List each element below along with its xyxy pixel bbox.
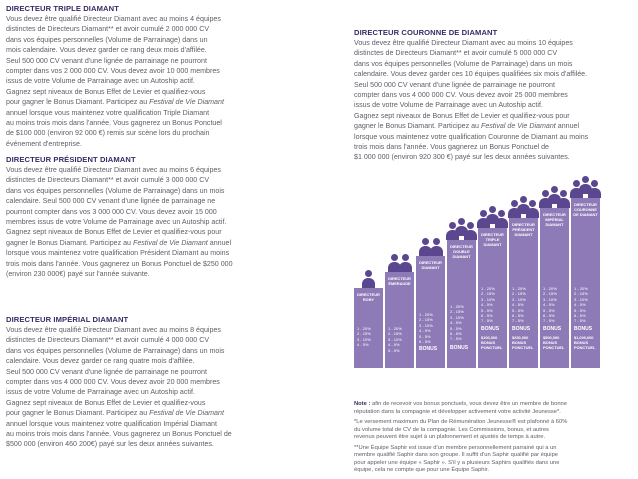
level-item: 3 - 10% xyxy=(481,296,495,302)
section-president-diamant xyxy=(6,155,233,279)
body-line: gagner le Bonus Diamant. Participez au Festival de Vie Diamant annuel xyxy=(354,122,580,131)
level-item: 4 - 5% xyxy=(419,328,431,334)
body-line: Seul 500 000 CV venant d'une lignée de parrainage ne pourront xyxy=(6,367,207,376)
member-icons xyxy=(354,262,383,290)
body-line: Gagnez sept niveaux de Bonus Effet de Levier et qualifiez-vous pour xyxy=(6,228,222,237)
section-imperial-diamant xyxy=(6,315,232,450)
body-line: dans vos équipes personnelles (Volume de Parrainage) dans un mois xyxy=(6,186,225,195)
level-item: 1 - 20% xyxy=(574,286,588,291)
rank-bonus: BONUS xyxy=(543,326,562,332)
level-item: 1 - 20% xyxy=(481,286,495,291)
rank-levels xyxy=(450,304,474,342)
body-line: distinctes de Directeurs Diamant** et avoir cumulé 2 000 000 CV xyxy=(6,25,210,34)
rank-bonus: BONUS xyxy=(512,326,531,332)
level-item: 5 - 5% xyxy=(388,347,400,353)
body-line: Seul 500 000 CV venant d'une lignée de parrainage ne pourront xyxy=(6,56,207,65)
level-item: 7 - 5% xyxy=(574,318,586,324)
body-line: Gagnez sept niveaux de Bonus Effet de Levier et qualifiez-vous xyxy=(6,398,206,407)
body-line: événement d'entreprise. xyxy=(6,139,82,148)
level-item: 1 - 20% xyxy=(388,326,402,331)
rank-levels xyxy=(388,326,412,353)
note-text: *Le versement maximum du Plan de Rémunération Jeunesse® est plafonné à 60% xyxy=(354,419,568,426)
section-title: DIRECTEUR TRIPLE DIAMANT xyxy=(6,4,119,13)
body-line: calendaire. Seul 500 000 CV venant d'une lignée de parrainage ne xyxy=(6,197,216,206)
festival-name: Festival de Vie Diamant xyxy=(480,122,556,131)
rank-name: DIRECTEUR ÉMERAUDE xyxy=(388,276,411,286)
level-item: 4 - 5% xyxy=(512,302,524,308)
level-item: 6 - 5% xyxy=(543,313,555,319)
rank-column xyxy=(540,208,569,368)
member-icons xyxy=(447,214,476,242)
note-text: **Une Équipe Saphir est issue d'un membre personnellement parrainé qui a un xyxy=(354,444,557,451)
body-line: lorsque vous maintenez votre qualification Couronne de Diamant au moins xyxy=(354,132,589,141)
level-item: 2 - 15% xyxy=(543,291,557,297)
body-line: compter dans vos 4 000 000 CV. Vous devez avoir 25 000 membres xyxy=(354,91,568,100)
body-line: annuel lorsque vous maintenez votre qualification Impérial Diamant xyxy=(6,419,217,428)
rank-column xyxy=(478,228,507,368)
bonus-label: BONUS PONCTUEL xyxy=(543,340,565,350)
note-text: membre qualifié Saphir dans son groupe. Il suffit d'un Saphir qualifié par équipe xyxy=(354,452,559,459)
body-line: mois calendaire. Vous devez garder ce rang deux mois d'affilée. xyxy=(6,46,207,55)
level-item: 2 - 15% xyxy=(512,291,526,297)
section-body xyxy=(6,165,233,279)
level-item: 3 - 10% xyxy=(512,296,526,302)
body-line: (environ 230 000€) payé sur l'année suivante. xyxy=(6,270,150,279)
member-icons xyxy=(478,202,507,230)
rank-name: DIRECTEUR ROBY xyxy=(357,292,380,302)
body-line: Gagnez sept niveaux de Bonus Effet de Levier et qualifiez-vous pour xyxy=(354,111,570,120)
body-line: issus de votre Volume de Parrainage avec un Autoship actif. xyxy=(354,101,543,110)
section-triple-diamant xyxy=(6,4,224,149)
section-couronne-diamant xyxy=(354,28,588,163)
level-item: 2 - 15% xyxy=(574,291,588,297)
level-item: 7 - 5% xyxy=(512,318,524,324)
body-line: de $100 000 (environ 92 000 €) remis sur scène lors du prochain xyxy=(6,129,210,138)
body-line: dans vos équipes personnelles (Volume de Parrainage) dans un mois xyxy=(6,346,225,355)
level-item: 5 - 5% xyxy=(450,325,462,331)
note-text: pour appeler une équipe « Saphir ». S'il y a plusieurs Saphirs qualifiés dans une xyxy=(354,459,560,466)
rank-levels xyxy=(481,286,505,324)
rank-column xyxy=(447,240,476,368)
level-item: 4 - 5% xyxy=(481,302,493,308)
level-item: 3 - 10% xyxy=(419,322,433,328)
level-item: 5 - 5% xyxy=(481,307,493,313)
body-line: lorsque vous maintenez votre qualification Président Diamant au moins xyxy=(6,249,230,258)
note-text: réputation dans la compagnie et développer activement votre activité Jeunesse*. xyxy=(354,408,561,415)
level-item: 5 - 5% xyxy=(419,333,431,339)
body-line: Vous devez être qualifié Directeur Diamant avec au moins 10 équipes xyxy=(354,39,573,47)
level-item: 1 - 20% xyxy=(450,304,464,309)
member-icons xyxy=(571,172,600,200)
body-line: trois mois dans l'année. Vous gagnerez un Bonus Ponctuel de xyxy=(354,143,549,152)
level-item: 2 - 15% xyxy=(388,331,402,337)
section-title: DIRECTEUR IMPÉRIAL DIAMANT xyxy=(6,315,129,324)
rank-name: DIRECTEUR DOUBLE DIAMANT xyxy=(450,244,473,259)
note-text: revenus peuvent être sujet à un plafonnement et ajustés de temps à autre. xyxy=(354,434,546,441)
level-item: 6 - 5% xyxy=(450,331,462,337)
level-item: 2 - 15% xyxy=(481,291,495,297)
body-line: distinctes de Directeurs Diamant** et avoir cumulé 4 000 000 CV xyxy=(6,336,210,345)
body-line: gagner le Bonus Diamant. Participez au Festival de Vie Diamant annuel xyxy=(6,238,232,247)
body-line: distinctes de Directeurs Diamant** et avoir cumulé 5 000 000 CV xyxy=(354,49,558,58)
body-line: Vous devez être qualifié Directeur Diamant avec au moins 8 équipes xyxy=(6,326,221,334)
bonus-label: BONUS PONCTUEL xyxy=(481,340,503,350)
body-line: $1 000 000 (environ 920 300 €) payé sur les deux années suivantes. xyxy=(354,153,570,162)
rank-levels xyxy=(543,286,567,324)
body-line: issus de votre Volume de Parrainage avec un Autoship actif. xyxy=(6,388,195,397)
bonus-amount: $100,000 xyxy=(481,335,498,340)
note-text: équipe, cela ne compte que pour une Équipe Saphir. xyxy=(354,467,490,474)
note-label: Note : xyxy=(354,401,371,407)
body-line: calendaire. Vous devez garder ces 10 équipes qualifiées six mois d'affilée. xyxy=(354,70,588,79)
note-equipe-saphir xyxy=(354,445,634,475)
level-item: 2 - 15% xyxy=(357,331,371,337)
body-line: membres issus de votre Volume de Parrainage avec un Autoship actif. xyxy=(6,218,227,227)
member-icons xyxy=(416,230,445,258)
level-item: 3 - 10% xyxy=(450,314,464,320)
member-icons xyxy=(509,192,538,220)
level-item: 7 - 5% xyxy=(481,318,493,324)
level-item: 5 - 5% xyxy=(574,307,586,313)
body-line: compter dans vos 4 000 000 CV. Vous devez avoir 20 000 membres xyxy=(6,378,220,387)
rank-name: DIRECTEUR TRIPLE DIAMANT xyxy=(481,232,504,247)
body-line: dans vos équipes personnelles (Volume de Parrainage) dans un xyxy=(6,35,208,44)
rank-column xyxy=(354,288,383,368)
rank-levels xyxy=(357,326,381,348)
body-line: distinctes de Directeurs Diamant** et avoir cumulé 3 000 000 CV xyxy=(6,176,210,185)
rank-name: DIRECTEUR COURONNE DE DIAMANT xyxy=(573,202,598,217)
rank-staircase xyxy=(354,198,632,368)
level-item: 6 - 5% xyxy=(512,313,524,319)
note-reputation xyxy=(354,401,634,416)
rank-name: DIRECTEUR IMPÉRIAL DIAMANT xyxy=(543,212,566,227)
festival-name: Festival de Vie Diamant xyxy=(132,238,208,247)
bonus-amount: $500,000 xyxy=(543,335,560,340)
level-item: 1 - 20% xyxy=(543,286,557,291)
level-item: 2 - 15% xyxy=(419,317,433,323)
level-item: 6 - 5% xyxy=(574,313,586,319)
level-item: 7 - 5% xyxy=(543,318,555,324)
body-line: pour gagner le Bonus Diamant. Participez au Festival de Vie Diamant xyxy=(6,98,224,107)
body-line: pour gagner le Bonus Diamant. Participez au Festival de Vie Diamant xyxy=(6,409,224,418)
level-item: 4 - 5% xyxy=(574,302,586,308)
bonus-label: BONUS PONCTUEL xyxy=(574,340,596,350)
note-text: du volume total de CV de la compagnie. Les Commissions, bonus, et autres xyxy=(354,426,549,433)
body-line: dans vos équipes personnelles (Volume de Parrainage) dans un mois xyxy=(354,59,573,68)
section-title: DIRECTEUR COURONNE DE DIAMANT xyxy=(354,28,498,37)
member-icons xyxy=(385,246,414,274)
level-item: 3 - 10% xyxy=(388,336,402,342)
rank-bonus: BONUS xyxy=(450,345,469,351)
section-body xyxy=(6,14,224,149)
level-item: 3 - 10% xyxy=(357,336,371,342)
level-item: 4 - 5% xyxy=(388,342,400,348)
level-item: 3 - 10% xyxy=(574,296,588,302)
level-item: 4 - 5% xyxy=(543,302,555,308)
body-line: Vous devez être qualifié Directeur Diamant avec au moins 6 équipes xyxy=(6,166,221,174)
note-plafond xyxy=(354,419,634,442)
footnotes xyxy=(354,401,634,478)
body-line: trois mois dans l'année. Vous gagnerez un Bonus Ponctuel de $250 000 xyxy=(6,259,233,268)
level-item: 5 - 5% xyxy=(512,307,524,313)
body-line: au moins trois mois dans l'année. Vous gagnerez un Bonus Ponctuel xyxy=(6,119,222,128)
note-text: afin de recevoir vos bonus ponctuels, vous devez être un membre de bonne xyxy=(370,401,568,407)
body-line: Gagnez sept niveaux de Bonus Effet de Levier et qualifiez-vous xyxy=(6,87,206,96)
bonus-amount: $1,000,000 xyxy=(574,335,594,340)
section-body xyxy=(354,38,588,163)
level-item: 7 - 5% xyxy=(450,336,462,342)
festival-name: Festival de Vie Diamant xyxy=(149,98,224,107)
rank-column xyxy=(571,198,600,368)
rank-bonus: BONUS xyxy=(574,326,593,332)
body-line: pourront compter dans vos 3 000 000 CV. Vous devez avoir 15 000 xyxy=(6,207,217,216)
rank-bonus: BONUS xyxy=(419,346,438,352)
rank-column xyxy=(385,272,414,368)
level-item: 3 - 10% xyxy=(543,296,557,302)
level-item: 1 - 20% xyxy=(419,312,433,317)
level-item: 4 - 5% xyxy=(357,342,369,348)
body-line: au moins trois mois dans l'année. Vous gagnerez un Bonus Ponctuel de xyxy=(6,430,232,439)
body-line: $500 000 (environ 460 200€) payé sur les deux années suivantes. xyxy=(6,440,214,449)
level-item: 1 - 20% xyxy=(512,286,526,291)
member-icons xyxy=(540,182,569,210)
body-line: Seul 500 000 CV venant d'une lignée de parrainage ne pourront xyxy=(354,80,555,89)
rank-levels xyxy=(419,312,443,344)
section-title: DIRECTEUR PRÉSIDENT DIAMANT xyxy=(6,155,136,164)
level-item: 6 - 5% xyxy=(481,313,493,319)
body-line: annuel lorsque vous maintenez votre qualification Triple Diamant xyxy=(6,108,210,117)
body-line: Vous devez être qualifié Directeur Diamant avec au moins 4 équipes xyxy=(6,15,221,23)
rank-name: DIRECTEUR PRÉSIDENT DIAMANT xyxy=(512,222,535,237)
level-item: 5 - 5% xyxy=(543,307,555,313)
rank-bonus: BONUS xyxy=(481,326,500,332)
bonus-amount: $250,000 xyxy=(512,335,529,340)
rank-levels xyxy=(574,286,598,324)
level-item: 4 - 5% xyxy=(450,320,462,326)
rank-column xyxy=(416,256,445,368)
festival-name: Festival de Vie Diamant xyxy=(149,409,224,418)
section-body xyxy=(6,325,232,450)
body-line: issus de votre Volume de Parrainage avec un Autoship actif. xyxy=(6,77,195,86)
body-line: compter dans vos 2 000 000 CV. Vous devez avoir 10 000 membres xyxy=(6,67,220,76)
body-line: calendaire. Vous devez garder ce rang quatre mois d'affilée. xyxy=(6,357,195,366)
bonus-label: BONUS PONCTUEL xyxy=(512,340,534,350)
rank-name: DIRECTEUR DIAMANT xyxy=(419,260,442,270)
level-item: 2 - 15% xyxy=(450,309,464,315)
rank-levels xyxy=(512,286,536,324)
level-item: 6 - 5% xyxy=(419,339,431,345)
level-item: 1 - 20% xyxy=(357,326,371,331)
rank-column xyxy=(509,218,538,368)
